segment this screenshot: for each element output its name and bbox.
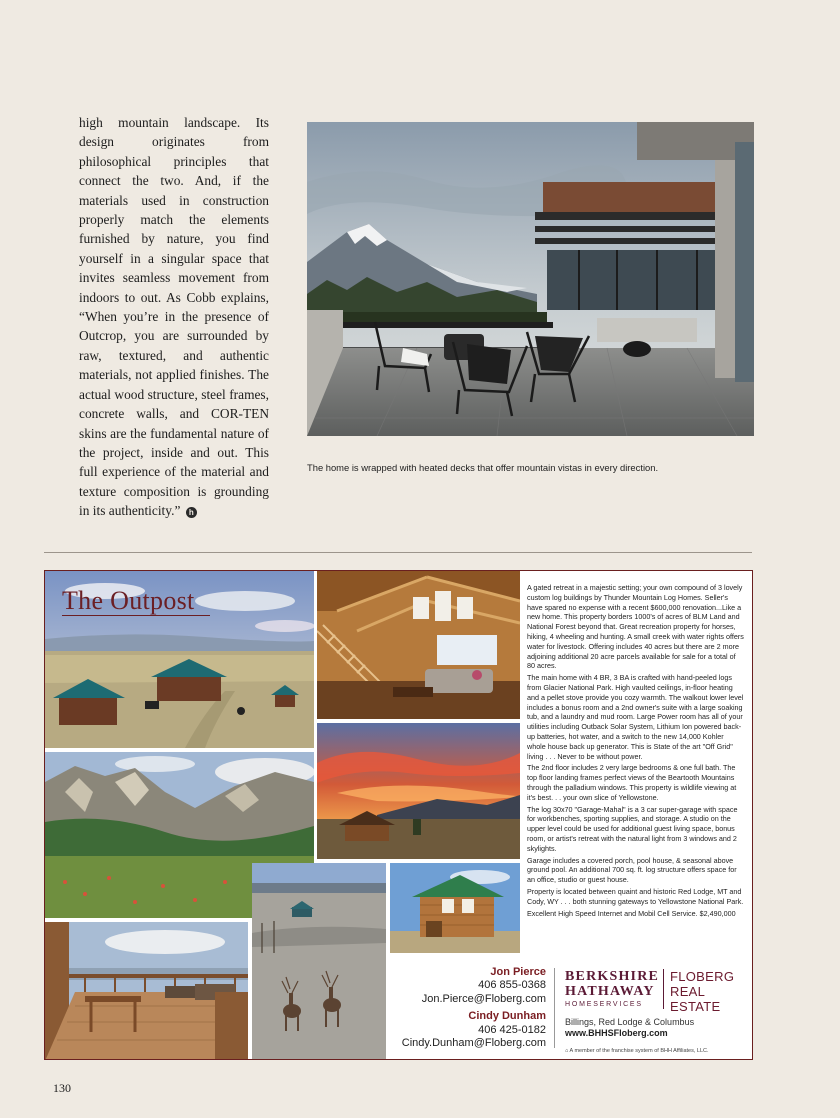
ad-paragraph: The log 30x70 "Garage-Mahal" is a 3 car super-garage with space for workbenches, sporting supplies, and storage. A studio on the upper level could be used for additional guest living space, bonus room, or artist's retreat with the natural light from 3 windows and 2 skylights.	[527, 804, 738, 853]
hero-photo-illustration	[307, 122, 754, 436]
brokerage-website-link[interactable]: www.BHHSFloberg.com	[565, 1028, 668, 1038]
ad-paragraph: Property is located between quaint and historic Red Lodge, MT and Cody, WY . . . both stunning gateways to Yellowstone National Park.	[527, 886, 744, 906]
brokerage-logo-block	[565, 969, 745, 1054]
ad-paragraph: A gated retreat in a majestic setting; your own compound of 3 lovely custom log buildings by Thunder Mountain Log Homes. Seller's have spared no expense with a recent $600,000 renovation...Like a new home. This property borders 1000's of acres of BLM Land and National Forest beyond that. Great recreation property for horses, hiking, 4 wheeling and hunting. A small creek with water rights offers water for livestock. Offering includes 40 acres but there are 2 more adjoining additional 20 acre parcels available for sale for a total of 80 acres.	[527, 583, 744, 671]
agent-email[interactable]: Cindy.Dunham@Floberg.com	[401, 1037, 546, 1050]
ad-photo-covered-deck	[45, 922, 248, 1060]
ad-photo-elk-in-field	[252, 863, 386, 1060]
article-body-text: high mountain landscape. Its design originates from philosophical principles that connect the two. And, if the materials used in construction properly match the elements furnished by nature, you find yourself in a singular space that invites seamless movement from indoors to out. As Cobb explains, “When you’re in the presence of Outcrop, you are surrounded by raw, textured, and authentic materials, not applied finishes. The actual wood structure, steel frames, concrete walls, and COR-TEN skins are the fundamental nature of the project, inside and out. This full experience of the material and texture composition is grounding in its authenticity.”	[79, 115, 269, 519]
article-body-column	[79, 113, 269, 521]
ad-paragraph: Garage includes a covered porch, pool house, & seasonal above ground pool. An additional 700 sq. ft. log structure offers space for an office, studio or guest house.	[527, 855, 737, 885]
hero-photo-caption: The home is wrapped with heated decks that offer mountain vistas in every direction.	[307, 462, 659, 473]
franchise-member-note	[565, 1048, 745, 1054]
contact-divider	[554, 968, 555, 1048]
agent-phone[interactable]: 406 855-0368	[478, 979, 546, 992]
ad-photo-log-interior	[317, 571, 520, 719]
logo-line-2: HATHAWAY	[565, 984, 655, 999]
end-of-article-mark: h	[186, 507, 197, 518]
section-divider	[44, 552, 752, 553]
agent-email[interactable]: Jon.Pierce@Floberg.com	[421, 992, 546, 1005]
equal-housing-icon: ⌂	[565, 1048, 570, 1054]
ad-paragraph: The main home with 4 BR, 3 BA is crafted with hand-peeled logs from Glacier National Park. High vaulted ceilings, in-floor heating and a pellet stove provide you cozy warmth. The walkout lower level includes a bonus room and a 2nd owner's suite with a large soaking tub, and a laundry and mud room. Large Power room has all of your utilities including Outback Solar System, Lithium Ion powered back-up batteries, hot water, and a switch to the new 14,000 Kohler whole house back up generator. This is State of the art "Off Grid" living . . . Never to be without power.	[527, 673, 744, 761]
logo-line-3: HOMESERVICES	[565, 1001, 643, 1008]
brokerage-locations: Billings, Red Lodge & Columbus	[565, 1017, 695, 1027]
ad-photo-log-garage	[390, 863, 520, 953]
agent-phone[interactable]: 406 425-0182	[478, 1023, 546, 1036]
brokerage-logo	[565, 969, 745, 1014]
partner-line-2: REAL ESTATE	[670, 984, 721, 1014]
log-interior-illustration	[317, 571, 520, 719]
hero-photo-deck-mountain-view	[307, 122, 754, 436]
partner-line-1: FLOBERG	[670, 969, 735, 984]
ad-photo-sunset-cabin	[317, 723, 520, 859]
covered-deck-illustration	[45, 922, 248, 1060]
ad-price-line: Excellent High Speed Internet and Mobil Cell Service. $2,490,000	[527, 908, 736, 918]
ad-title-underline	[62, 615, 210, 616]
agent-name: Jon Pierce	[490, 966, 546, 978]
ad-paragraph: The 2nd floor includes 2 very large bedrooms & one full bath. The top floor landing frames perfect views of the Beartooth Mountains through the palladium windows. This property is wildlife viewing at it's best. . . your own slice of Yellowstone.	[527, 763, 737, 802]
page-number: 130	[53, 1081, 71, 1095]
agent-name: Cindy Dunham	[468, 1010, 546, 1023]
ad-listing-description	[527, 583, 744, 920]
partner-logo	[663, 969, 745, 1014]
elk-field-illustration	[252, 863, 386, 1060]
ad-title: The Outpost	[62, 586, 195, 615]
sunset-cabin-illustration	[317, 723, 520, 859]
log-garage-illustration	[390, 863, 520, 953]
property-advertisement	[44, 570, 753, 1060]
member-note-text: A member of the franchise system of BHH Affiliates, LLC.	[569, 1048, 709, 1054]
logo-line-1: BERKSHIRE	[565, 969, 660, 984]
agent-contacts	[395, 966, 546, 1050]
